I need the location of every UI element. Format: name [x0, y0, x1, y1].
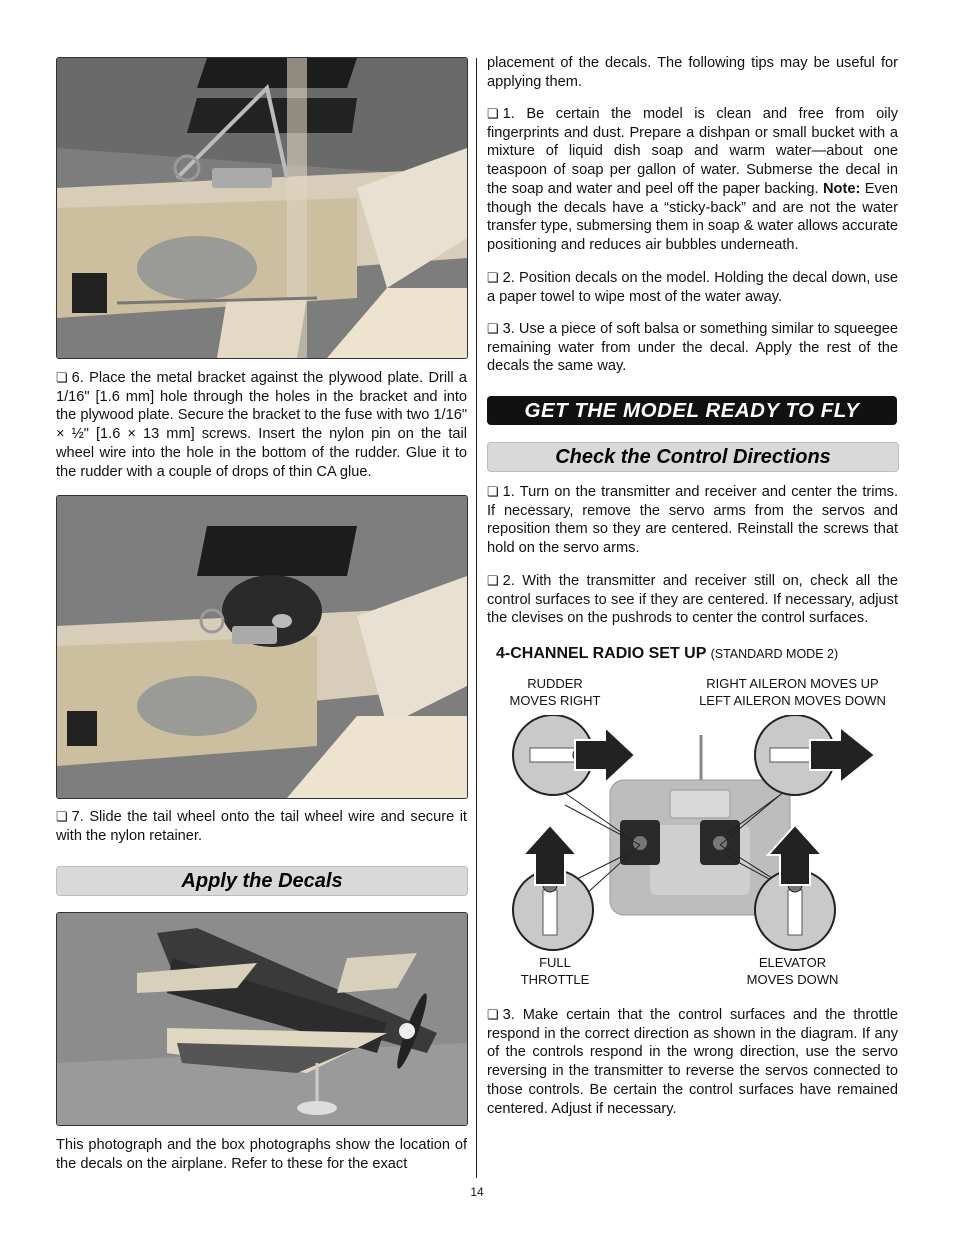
- decal-tip-3: [487, 320, 898, 376]
- throttle-label-line1: FULL: [539, 955, 571, 970]
- decals-continued-body: placement of the decals. The following tips may be useful for applying them.: [487, 55, 898, 90]
- checkbox-icon[interactable]: ❏: [487, 1007, 499, 1022]
- checkbox-icon[interactable]: ❏: [56, 370, 68, 385]
- checkbox-icon[interactable]: ❏: [487, 106, 499, 121]
- step-6-body: 6. Place the metal bracket against the plywood plate. Drill a 1/16" [1.6 mm] hole through the holes in the bracket and into the plywood plate. Secure the bracket to the fuse with two 1/16" × ½" [1.6 × 13 mm] screws. Insert the nylon pin on the tail wheel wire into the hole in the bottom of the rudder. Glue it to the rudder with a couple of drops of thin CA glue.: [56, 370, 467, 480]
- control-step-3-body: 3. Make certain that the control surfaces and the throttle respond in the correct direction as shown in the diagram. If any of the controls respond in the wrong direction, use the servo reversing in the transmitter to reverse the servos connected to those controls. Be certain the control surfaces have remained centered. Adjust if necessary.: [487, 1007, 898, 1117]
- radio-diagram: [505, 715, 895, 955]
- control-step-2-body: 2. With the transmitter and receiver still on, check all the control surfaces to see if they are centered. If necessary, adjust the clevises on the pushrods to center the control surfaces.: [487, 573, 898, 627]
- checkbox-icon[interactable]: ❏: [487, 270, 499, 285]
- radio-setup-title: [496, 645, 838, 663]
- rudder-label: [495, 676, 615, 709]
- rudder-label-line1: RUDDER: [527, 676, 583, 691]
- airplane-decals-photo: [56, 912, 468, 1126]
- aileron-label: [680, 676, 905, 709]
- decals-intro-text: [56, 1136, 467, 1173]
- aileron-label-line1: RIGHT AILERON MOVES UP: [706, 676, 879, 691]
- page-number: 14: [470, 1185, 484, 1199]
- control-step-1-body: 1. Turn on the transmitter and receiver and center the trims. If necessary, remove the servo arms from the servos and reposition them so they are centered. Reinstall the screws that hold on the servo arms.: [487, 484, 898, 557]
- decal-tip-2: [487, 269, 898, 306]
- throttle-label-line2: THROTTLE: [520, 971, 590, 987]
- tail-wheel-photo: [56, 495, 468, 799]
- decals-intro-body: This photograph and the box photographs show the location of the decals on the airplane. Refer to these for the exact: [56, 1137, 467, 1172]
- tip-1-note-label: Note:: [823, 180, 861, 197]
- tip-3-body: 3. Use a piece of soft balsa or something similar to squeegee remaining water from under the decal. Apply the rest of the decals the same way.: [487, 321, 898, 375]
- radio-mode-text: (STANDARD MODE 2): [710, 647, 839, 661]
- throttle-stick-icon: [513, 825, 593, 950]
- aileron-stick-icon: [755, 715, 875, 795]
- decals-continued-text: [487, 54, 898, 91]
- tip-1-body-cont: Even though the decals have a “sticky-back” and are not the water transfer type, submersing them in soap & water allows accurate positioning and reduces air bubbles underneath.: [487, 180, 898, 253]
- step-7-body: 7. Slide the tail wheel onto the tail wheel wire and secure it with the nylon retainer.: [56, 809, 467, 844]
- control-directions-heading: Check the Control Directions: [487, 442, 899, 472]
- control-step-2: [487, 572, 898, 628]
- checkbox-icon[interactable]: ❏: [487, 321, 499, 336]
- control-step-3: [487, 1006, 898, 1118]
- checkbox-icon[interactable]: ❏: [487, 573, 499, 588]
- aileron-label-line2: LEFT AILERON MOVES DOWN: [699, 692, 886, 708]
- checkbox-icon[interactable]: ❏: [56, 809, 68, 824]
- checkbox-icon[interactable]: ❏: [487, 484, 499, 499]
- elevator-label-line2: MOVES DOWN: [746, 971, 839, 987]
- ready-to-fly-heading: GET THE MODEL READY TO FLY: [487, 396, 897, 425]
- control-step-1: [487, 483, 898, 558]
- decal-tip-1: [487, 105, 898, 255]
- tip-1-body: 1. Be certain the model is clean and free from oily fingerprints and dust. Prepare a dishpan or small bucket with a mixture of liquid dish soap and warm water—about one teaspoon of soap per gallon of water. Submerse the decal in the soap and water and peel off the paper backing.: [487, 106, 898, 197]
- step-6-text: [56, 369, 467, 481]
- throttle-label: [500, 955, 610, 988]
- elevator-label-line1: ELEVATOR: [758, 955, 827, 970]
- rudder-label-line2: MOVES RIGHT: [509, 692, 601, 708]
- radio-setup-title-text: 4-CHANNEL RADIO SET UP: [496, 645, 707, 662]
- tail-bracket-photo: [56, 57, 468, 359]
- column-divider: [476, 58, 477, 1178]
- tip-2-body: 2. Position decals on the model. Holding the decal down, use a paper towel to wipe most of the water away.: [487, 270, 898, 305]
- step-7-text: [56, 808, 467, 845]
- apply-decals-heading: Apply the Decals: [56, 866, 468, 896]
- elevator-label: [730, 955, 855, 988]
